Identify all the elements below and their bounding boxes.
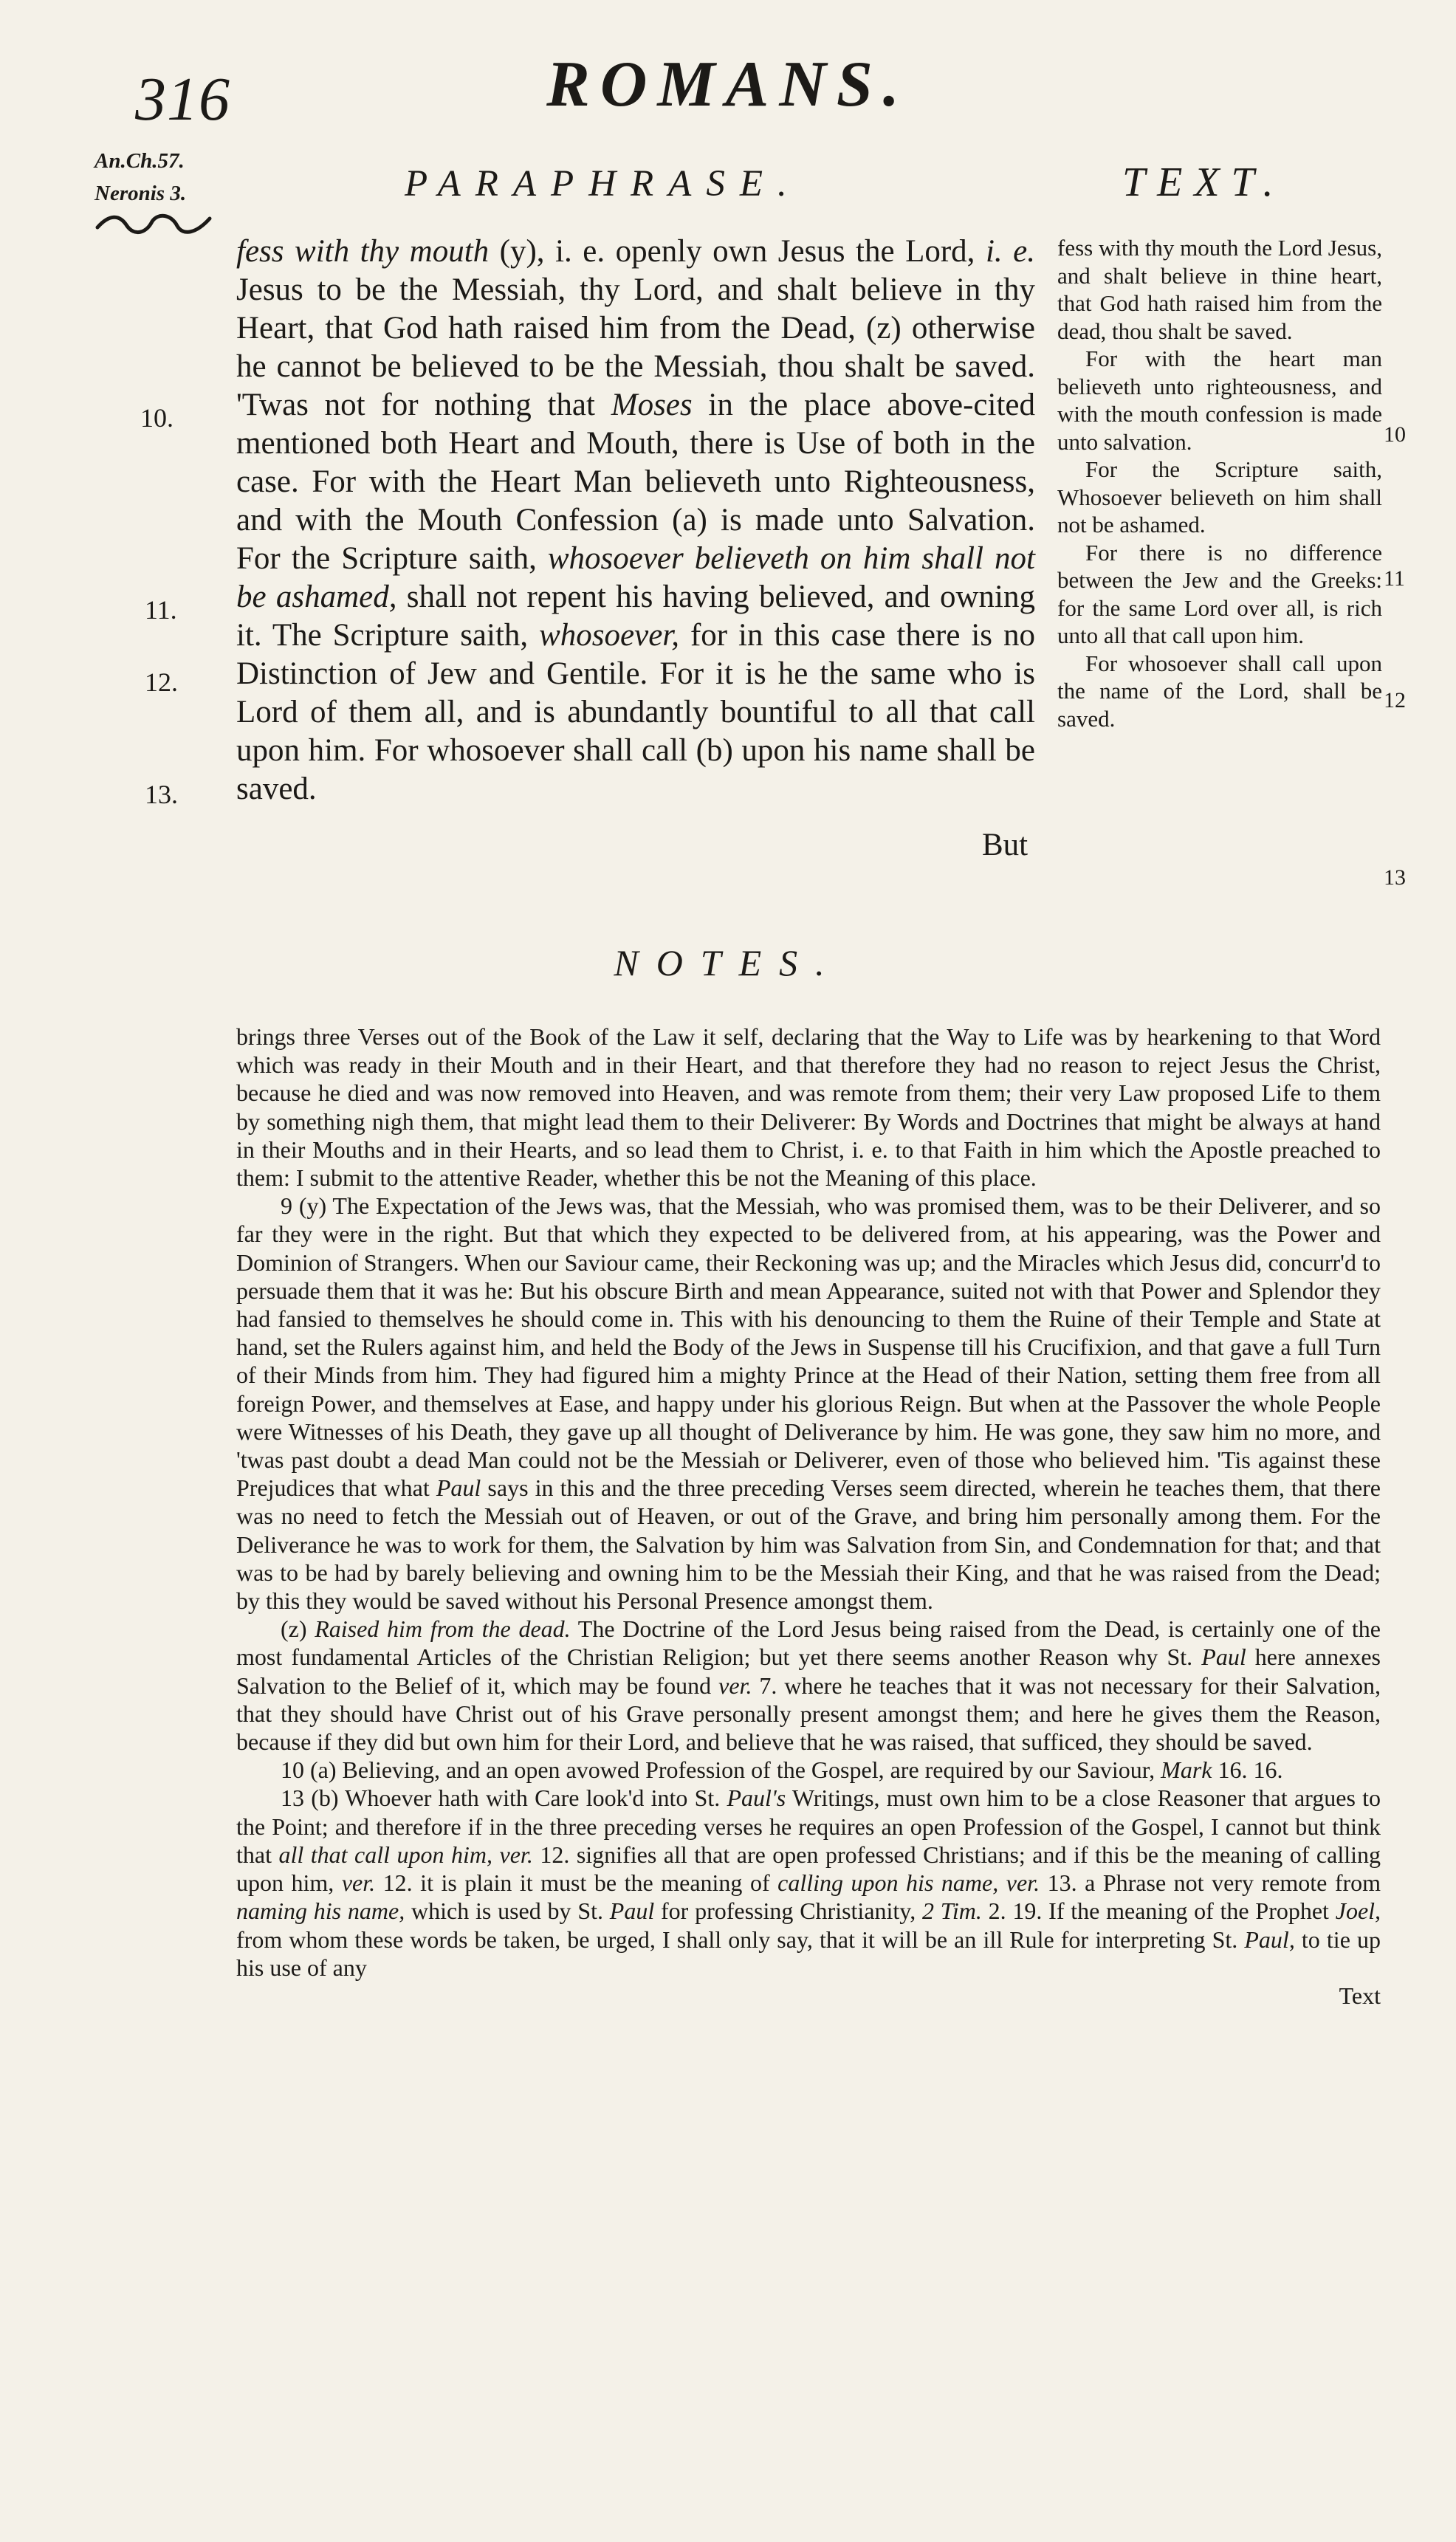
note-run: which is used by St. xyxy=(405,1897,610,1925)
paraphrase-run: for in this case there is no Distinction of Jew and Gentile. For it is he the same who is Lord of them all, and is abundantly bountiful to all that call upon him. For whosoever shall call (b) upon his name shall be saved. xyxy=(236,618,1035,806)
text-heading: TEXT. xyxy=(1122,159,1285,205)
paraphrase-verse-number: 10. xyxy=(140,403,174,433)
note-run: The Doctrine of the Lord Jesus being raised from the Dead, is certainly one of the most fundamental Articles of the Christian Religion; but yet there seems another Reason why St. xyxy=(236,1615,1381,1671)
text-verse: For the Scripture saith, Whosoever believeth on him shall not be ashamed. xyxy=(1057,456,1382,537)
paraphrase-heading: PARAPHRASE. xyxy=(405,163,802,205)
text-verse: fess with thy mouth the Lord Jesus, and shalt believe in thine heart, that God hath raised him from the dead, thou shalt be saved. xyxy=(1057,235,1382,344)
note-run: here annexes Salvation to the Belief of it, which may be found xyxy=(236,1643,1381,1699)
note-italic: ver. xyxy=(998,1869,1040,1897)
paraphrase-italic: whosoever, xyxy=(539,618,679,653)
note-run: 12. it is plain it must be the meaning of xyxy=(375,1869,778,1897)
note-run: The Expectation of the Jews was, that the Messiah, who was promised them, was to be their Deliverer, and so far they were in the right. But that which they expected to be delivered from, at his appearing, was the Power and Dominion of Strangers. When our Saviour came, their Reckoning was up; and the Miracles which Jesus did, concurr'd to persuade them that it was he: But his obscure Birth and mean Appearance, suited not with that Power and Splendor they had fansied to themselves he should come in. This with his denouncing to them the Ruine of their Temple and State at hand, set the Rulers against him, and held the Body of the Jews in Suspense till his Crucifixion, and that gave a full Turn of their Minds from him. They had figured him a mighty Prince at the Head of their Nation, setting them free from all foreign Power, and themselves at Ease, and happy under his glorious Reign. But when at the Passover the whole People were Witnesses of his Death, they gave up all thought of Deliverance by him. He was gone, they saw him no more, and 'twas past doubt a dead Man could not be the Messiah or Deliverer, even of those who believed him. 'Tis against these Prejudices that what xyxy=(236,1192,1381,1502)
text-verse: For with the heart man believeth unto righteousness, and with the mouth confession is made unto salvation. xyxy=(1057,346,1382,455)
page-number: 316 xyxy=(135,65,230,134)
margin-date-year: An.Ch.57. xyxy=(95,149,185,173)
note-italic: 2 Tim. xyxy=(922,1897,982,1925)
note-italic: Raised him from the dead. xyxy=(306,1615,571,1643)
notes-catchword: Text xyxy=(1339,1982,1381,2009)
margin-date xyxy=(95,145,186,210)
margin-date-reign: Neronis 3. xyxy=(95,182,187,205)
paraphrase-verse-number: 11. xyxy=(145,595,177,625)
notes-section xyxy=(236,1023,1381,2010)
paraphrase-verse-number: 12. xyxy=(145,667,178,697)
paraphrase-italic: fess with thy mouth xyxy=(236,234,490,269)
note-italic: Paul, xyxy=(1244,1926,1295,1953)
note-run: from whom these words be taken, be urged, I shall only say, that it will be an ill Rule for interpreting St. xyxy=(236,1926,1245,1953)
note-paragraph xyxy=(236,1192,1381,1615)
text-verse: For whosoever shall call upon the name of the Lord, shall be saved. xyxy=(1057,650,1382,732)
text-verse-number: 11 xyxy=(1384,566,1405,591)
note-label: (z) xyxy=(281,1615,307,1643)
note-paragraph xyxy=(236,1615,1381,1756)
note-italic: ver. xyxy=(341,1869,376,1897)
flourish-ornament-icon xyxy=(95,211,213,238)
note-italic: Paul's xyxy=(727,1784,786,1812)
text-verse-number: 10 xyxy=(1384,422,1406,447)
paraphrase-run: in the place above-cited mentioned both Heart and Mouth, there is Use of both in the case. For with the Heart Man believeth unto Righteousness, and with the Mouth Confession (a) is made unto Salvation. For the Scripture saith, xyxy=(236,388,1035,576)
text-column xyxy=(1057,234,1382,732)
paraphrase-run: Jesus to be the Messiah, thy Lord, and shalt believe in thy Heart, that God hath raised him from the Dead, (z) otherwise he cannot be believed to be the Messiah, thou shalt be saved. 'Twas not for nothing that xyxy=(236,272,1035,422)
note-italic: Joel, xyxy=(1335,1897,1381,1925)
paraphrase-verse-number: 13. xyxy=(145,780,178,809)
note-italic: calling upon his name, xyxy=(777,1869,999,1897)
note-italic: Mark xyxy=(1161,1756,1212,1784)
note-italic: ver. xyxy=(718,1672,752,1699)
running-head: ROMANS. xyxy=(546,49,910,120)
note-italic: Paul xyxy=(436,1474,481,1502)
paraphrase-text xyxy=(236,233,1035,808)
paraphrase-italic: i. e. xyxy=(985,234,1035,269)
note-label: 9 (y) xyxy=(281,1192,327,1220)
note-italic: Paul xyxy=(1201,1643,1246,1671)
paraphrase-italic: Moses xyxy=(611,388,693,422)
text-verse: For there is no difference between the Jew and the Greeks: for the same Lord over all, is rich unto all that call upon him. xyxy=(1057,539,1382,648)
text-verse-number: 12 xyxy=(1384,688,1406,712)
note-run: 16. 16. xyxy=(1212,1756,1283,1784)
paraphrase-run: shall not repent his having believed, and owning it. The Scripture saith, xyxy=(236,580,1035,653)
note-paragraph xyxy=(236,1756,1381,1784)
notes-heading: NOTES. xyxy=(614,942,842,983)
note-paragraph: brings three Verses out of the Book of the Law it self, declaring that the Way to Life was by hearkening to that Word which was ready in their Mouth and in their Heart, and that therefore they had no reason to reject Jesus the Christ, because he died and was now removed into Heaven, and was remote from them; their very Law proposed Life to them by something nigh them, that might lead them to their Deliverer: By Words and Doctrines that might be always at hand in their Mouths and in their Hearts, and so lead them to Christ, i. e. to that Faith in him which the Apostle preached to them: I submit to the attentive Reader, whether this be not the Meaning of this place. xyxy=(236,1023,1381,1192)
note-run: says in this and the three preceding Verses seem directed, wherein he teaches them, that there was no need to fetch the Messiah out of Heaven, or out of the Grave, and bring him personally among them. For the Deliverance he was to work for them, the Salvation by him was Salvation from Sin, and Condemnation for that; and that was to be had by barely believing and owning him to be the Messiah their King, and that he was raised from the Dead; by this they would be saved without his Personal Presence amongst them. xyxy=(236,1474,1381,1615)
note-run: Writings, must own him to be a close Reasoner that argues to the Point; and therefore if in the three preceding verses he requires an open Profession of the Gospel, I cannot but think that xyxy=(236,1784,1381,1868)
note-run: for professing Christianity, xyxy=(654,1897,923,1925)
note-italic: naming his name, xyxy=(236,1897,405,1925)
text-verse-number: 13 xyxy=(1384,865,1406,890)
note-run: 12. signifies all that are open professed Christians; and if this be the meaning of calling upon him, xyxy=(236,1841,1381,1897)
note-run: 7. where he teaches that it was not necessary for their Salvation, that they should have Christ out of his Grave personally present amongst them; and here he gives them the Reason, because if they did but own him for their Lord, and believe that he was raised, that sufficed, they should be saved. xyxy=(236,1672,1381,1756)
note-italic: all that call upon him, xyxy=(278,1841,493,1868)
note-italic: ver. xyxy=(492,1841,533,1868)
note-paragraph xyxy=(236,1784,1381,1981)
paraphrase-run: (y), i. e. openly own Jesus the Lord, xyxy=(489,234,986,269)
note-run: 2. 19. If the meaning of the Prophet xyxy=(981,1897,1336,1925)
note-run: 10 (a) Believing, and an open avowed Profession of the Gospel, are required by our Saviour, xyxy=(281,1756,1161,1784)
note-run: 13. a Phrase not very remote from xyxy=(1040,1869,1381,1897)
paraphrase-column xyxy=(236,233,1035,808)
paraphrase-catchword: But xyxy=(982,828,1029,862)
note-run: to tie up his use of any xyxy=(236,1926,1381,1981)
paraphrase-italic: whosoever believeth on him shall not be ashamed, xyxy=(236,541,1035,614)
note-run: 13 (b) Whoever hath with Care look'd into St. xyxy=(281,1784,727,1812)
note-italic: Paul xyxy=(609,1897,655,1925)
